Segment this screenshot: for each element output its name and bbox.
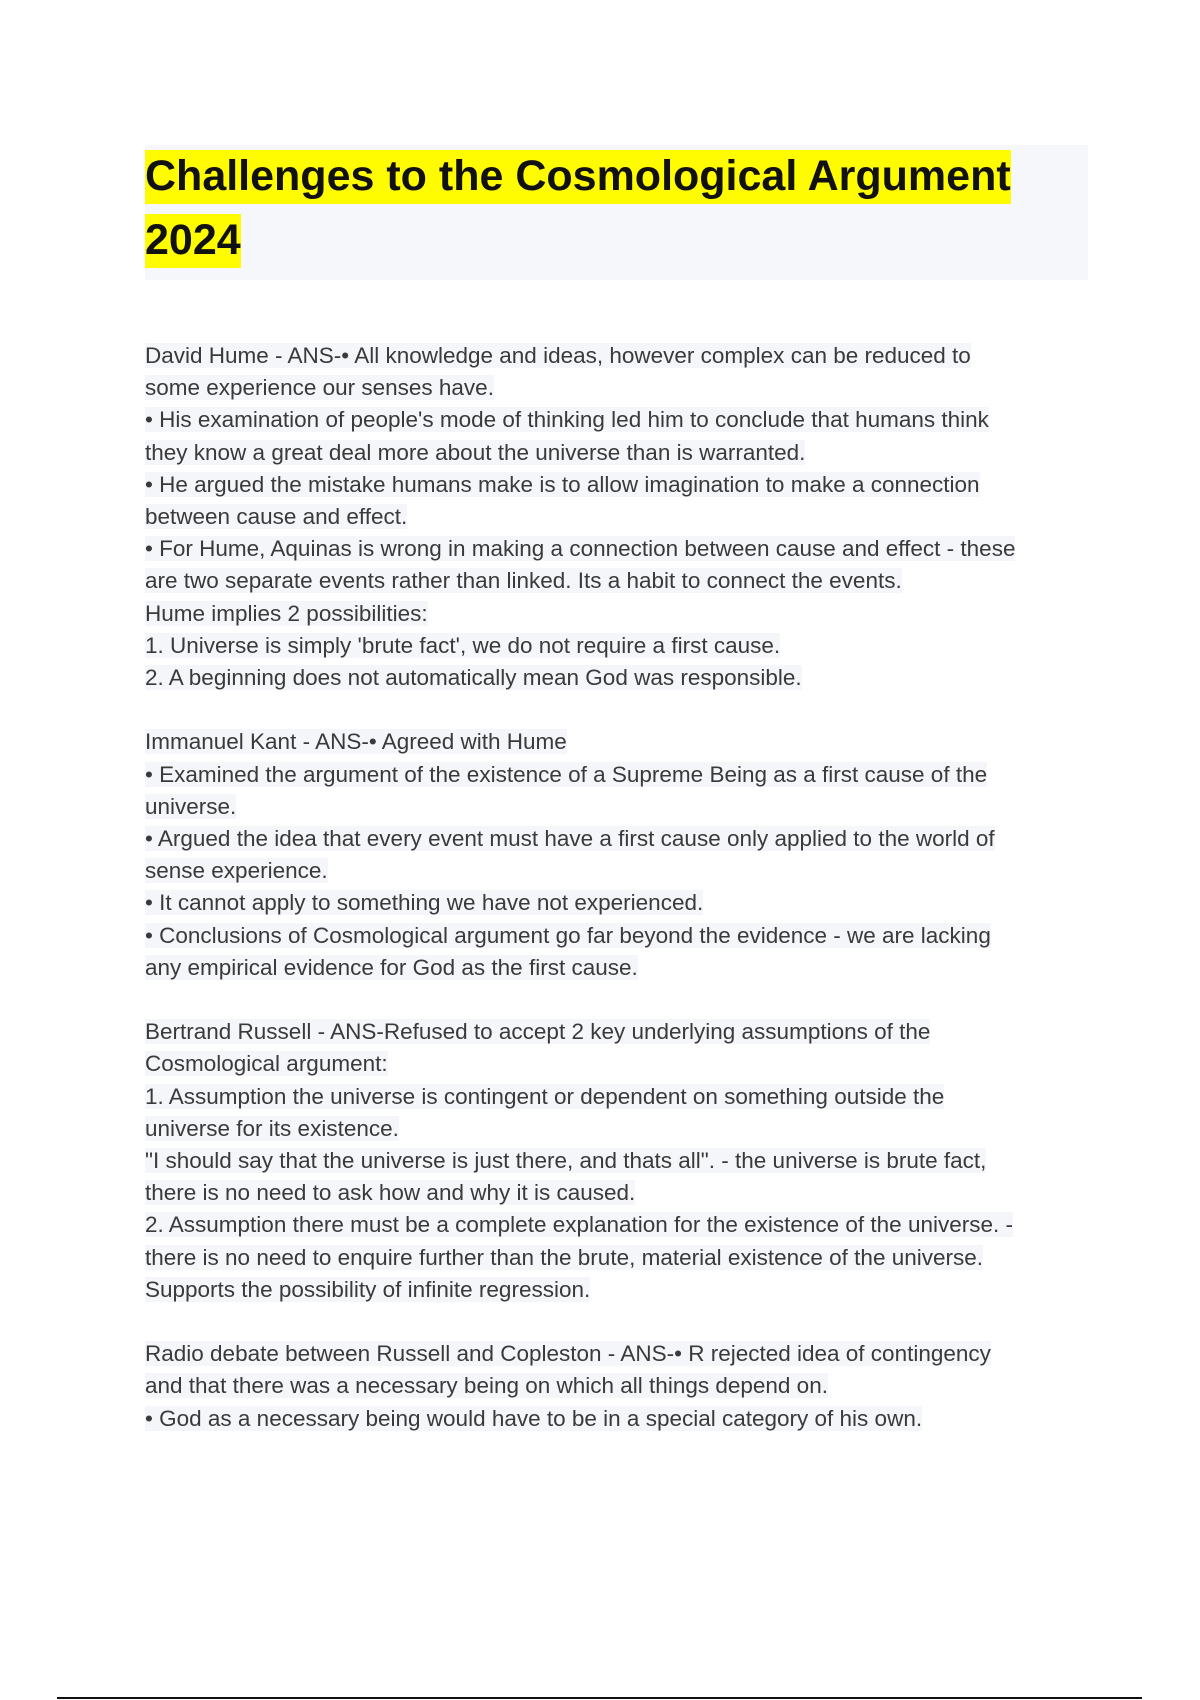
text-line	[145, 372, 1095, 404]
text-line	[145, 759, 1095, 791]
text-line	[145, 340, 1095, 372]
text-line-content: they know a great deal more about the universe than is warranted.	[145, 439, 806, 465]
text-line-content: some experience our senses have.	[145, 375, 494, 401]
text-line-content: • He argued the mistake humans make is to allow imagination to make a connection	[145, 471, 980, 497]
section-david-hume	[145, 340, 1095, 694]
text-line-content: are two separate events rather than linked. Its a habit to connect the events.	[145, 568, 902, 594]
text-line	[145, 1370, 1095, 1402]
text-line	[145, 887, 1095, 919]
text-line	[145, 1145, 1095, 1177]
text-line-content: and that there was a necessary being on which all things depend on.	[145, 1373, 828, 1399]
text-line	[145, 662, 1095, 694]
text-line-content: Cosmological argument:	[145, 1051, 388, 1077]
text-line	[145, 469, 1095, 501]
text-line-content: • Conclusions of Cosmological argument go far beyond the evidence - we are lacking	[145, 922, 991, 948]
text-line	[145, 565, 1095, 597]
page-title-line-2: 2024	[145, 214, 241, 268]
text-line	[145, 404, 1095, 436]
text-line-content: • It cannot apply to something we have not experienced.	[145, 890, 704, 916]
text-line	[145, 1081, 1095, 1113]
text-line	[145, 437, 1095, 469]
text-line	[145, 1016, 1095, 1048]
text-line-content: there is no need to enquire further than the brute, material existence of the universe.	[145, 1244, 984, 1270]
text-line	[145, 1177, 1095, 1209]
text-line	[145, 855, 1095, 887]
text-line-content: universe.	[145, 793, 237, 819]
text-line	[145, 1048, 1095, 1080]
text-line	[145, 920, 1095, 952]
text-line	[145, 823, 1095, 855]
text-line-content: 2. A beginning does not automatically mean God was responsible.	[145, 665, 802, 691]
page-bottom-rule	[57, 1697, 1142, 1699]
text-line-content: 1. Assumption the universe is contingent or dependent on something outside the	[145, 1083, 945, 1109]
text-line-content: Radio debate between Russell and Copleston - ANS-• R rejected idea of contingency	[145, 1341, 991, 1367]
text-line-content: David Hume - ANS-• All knowledge and ideas, however complex can be reduced to	[145, 343, 971, 368]
text-line	[145, 1209, 1095, 1241]
text-line-content: Bertrand Russell - ANS-Refused to accept 2 key underlying assumptions of the	[145, 1019, 931, 1045]
text-line-content: • God as a necessary being would have to be in a special category of his own.	[145, 1405, 923, 1431]
text-line-content: Supports the possibility of infinite regression.	[145, 1276, 591, 1302]
text-line	[145, 533, 1095, 565]
page-title-line-1: Challenges to the Cosmological Argument	[145, 150, 1011, 204]
text-line	[145, 791, 1095, 823]
text-line-content: any empirical evidence for God as the first cause.	[145, 954, 638, 980]
text-line	[145, 1403, 1095, 1435]
section-immanuel-kant	[145, 726, 1095, 984]
text-line-content: Hume implies 2 possibilities:	[145, 600, 428, 626]
document-body	[145, 340, 1095, 1467]
text-line-content: universe for its existence.	[145, 1115, 399, 1141]
text-line	[145, 1242, 1095, 1274]
text-line-content: between cause and effect.	[145, 504, 408, 530]
text-line-content: • His examination of people's mode of thinking led him to conclude that humans think	[145, 407, 989, 433]
text-line	[145, 501, 1095, 533]
text-line	[145, 1274, 1095, 1306]
text-line	[145, 726, 1095, 758]
text-line-content: there is no need to ask how and why it is caused.	[145, 1180, 636, 1206]
text-line	[145, 1338, 1095, 1370]
page-title	[145, 144, 1011, 272]
section-radio-debate	[145, 1338, 1095, 1435]
text-line-content: • Examined the argument of the existence of a Supreme Being as a first cause of the	[145, 761, 988, 787]
text-line-content: sense experience.	[145, 858, 328, 884]
text-line	[145, 952, 1095, 984]
section-bertrand-russell	[145, 1016, 1095, 1306]
text-line-content: • Argued the idea that every event must have a first cause only applied to the world of	[145, 826, 995, 852]
text-line	[145, 598, 1095, 630]
text-line-content: • For Hume, Aquinas is wrong in making a connection between cause and effect - these	[145, 536, 1016, 562]
text-line-content: "I should say that the universe is just there, and thats all". - the universe is brute fact,	[145, 1148, 987, 1174]
text-line-content: 1. Universe is simply 'brute fact', we do not require a first cause.	[145, 632, 781, 658]
text-line-content: 2. Assumption there must be a complete explanation for the existence of the universe. -	[145, 1212, 1013, 1238]
text-line	[145, 630, 1095, 662]
text-line-content: Immanuel Kant - ANS-• Agreed with Hume	[145, 729, 567, 755]
text-line	[145, 1113, 1095, 1145]
